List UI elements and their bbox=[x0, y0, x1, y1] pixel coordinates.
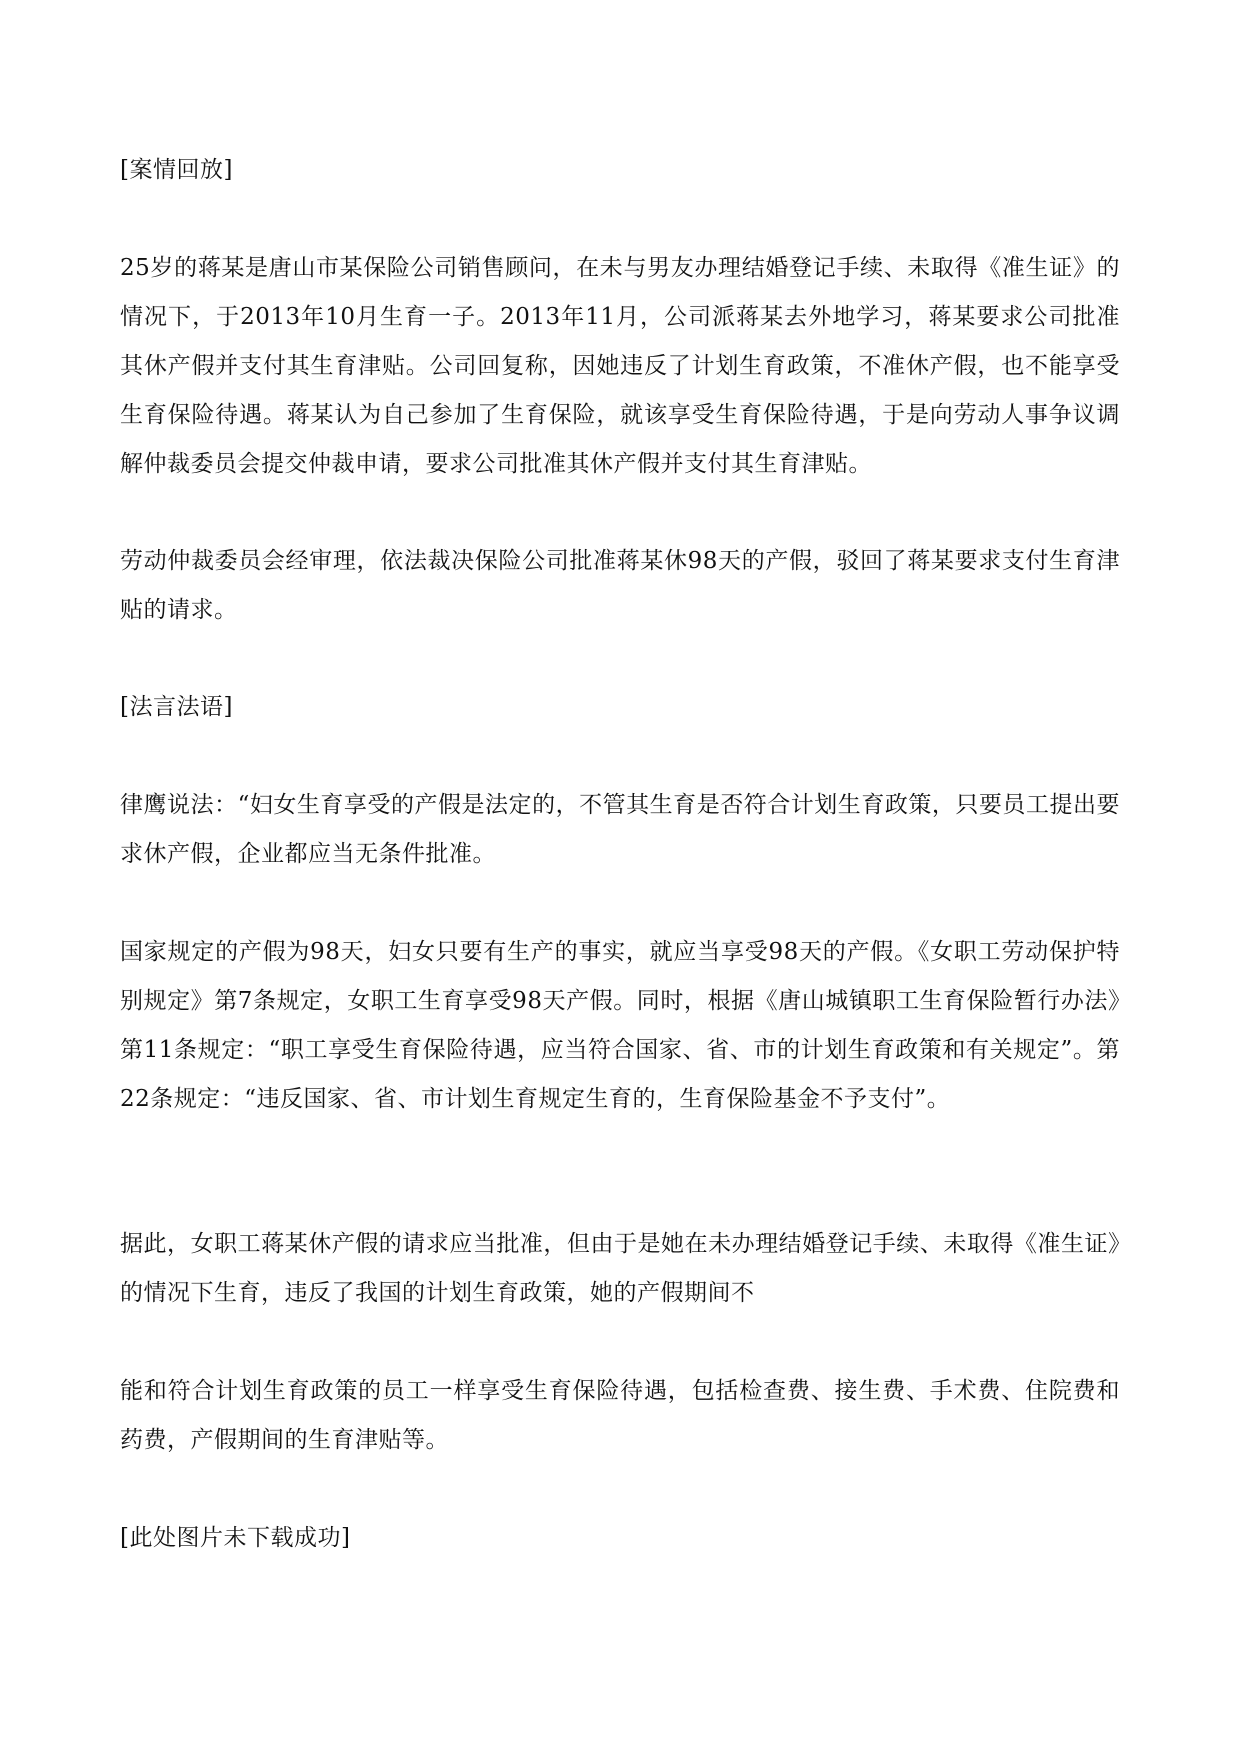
section-heading-case-review: [案情回放] bbox=[120, 157, 233, 183]
paragraph-conclusion-part-2: 能和符合计划生育政策的员工一样享受生育保险待遇，包括检查费、接生费、手术费、住院费和药费，产假期间的生育津贴等。 bbox=[120, 1378, 1120, 1453]
paragraph-case-facts: 25岁的蒋某是唐山市某保险公司销售顾问，在未与男友办理结婚登记手续、未取得《准生证》的情况下，于2013年10月生育一子。2013年11月，公司派蒋某去外地学习，蒋某要求公司批准其休产假并支付其生育津贴。公司回复称，因她违反了计划生育政策，不准休产假，也不能享受生育保险待遇。蒋某认为自己参加了生育保险，就该享受生育保险待遇，于是向劳动人事争议调解仲裁委员会提交仲裁申请，要求公司批准其休产假并支付其生育津贴。 bbox=[120, 255, 1120, 477]
paragraph-legal-provisions: 国家规定的产假为98天，妇女只要有生产的事实，就应当享受98天的产假。《女职工劳动保护特别规定》第7条规定，女职工生育享受98天产假。同时，根据《唐山城镇职工生育保险暂行办法》第11条规定：“职工享受生育保险待遇，应当符合国家、省、市的计划生育政策和有关规定”。第22条规定：“违反国家、省、市计划生育规定生育的，生育保险基金不予支付”。 bbox=[120, 939, 1120, 1112]
paragraph-conclusion-part-1: 据此，女职工蒋某休产假的请求应当批准，但由于是她在未办理结婚登记手续、未取得《准生证》的情况下生育，违反了我国的计划生育政策，她的产假期间不 bbox=[120, 1231, 1120, 1306]
image-placeholder-note: [此处图片未下载成功] bbox=[120, 1525, 351, 1551]
section-heading-legal-commentary: [法言法语] bbox=[120, 694, 233, 720]
paragraph-arbitration-ruling: 劳动仲裁委员会经审理，依法裁决保险公司批准蒋某休98天的产假，驳回了蒋某要求支付生育津贴的请求。 bbox=[120, 548, 1120, 623]
paragraph-lawyer-opinion: 律鹰说法：“妇女生育享受的产假是法定的，不管其生育是否符合计划生育政策，只要员工提出要求休产假，企业都应当无条件批准。 bbox=[120, 792, 1120, 867]
